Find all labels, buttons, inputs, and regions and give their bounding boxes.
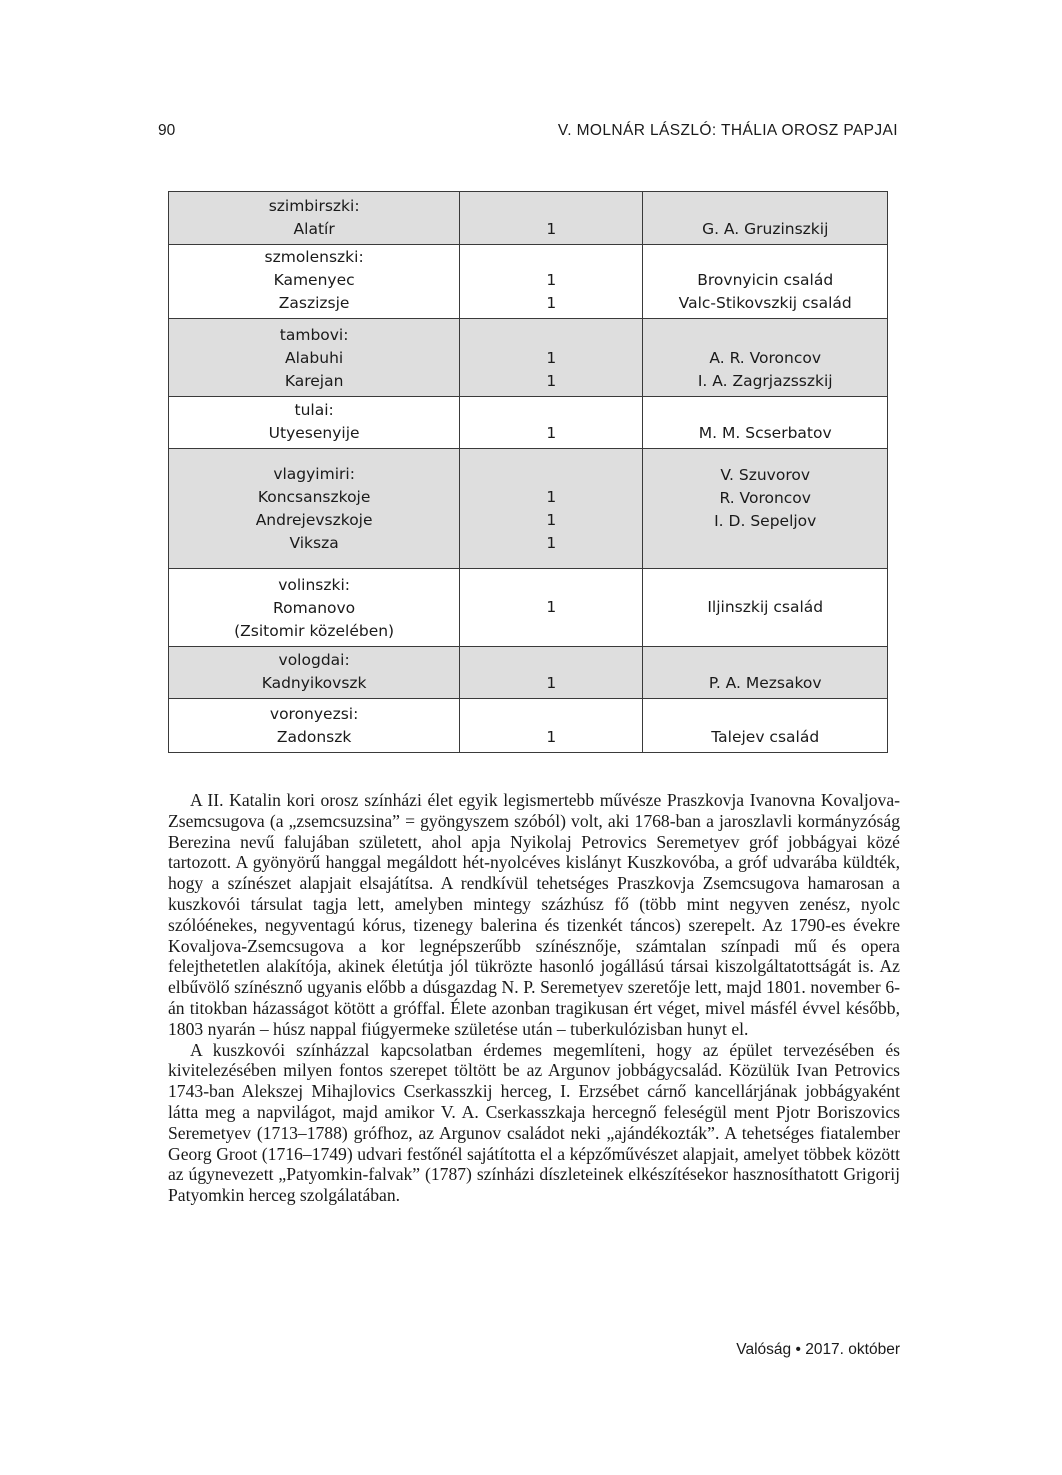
place-cell: volinszki: Romanovo (Zsitomir közelében) <box>169 569 460 647</box>
place-cell: tulai: Utyesenyije <box>169 397 460 449</box>
owner-cell: Talejev család <box>643 699 888 753</box>
place-cell: szimbirszki: Alatír <box>169 192 460 245</box>
count-cell: 1 1 <box>460 319 643 397</box>
place-cell: vlagyimiri: Koncsanszkoje Andrejevszkoje Viksza <box>169 449 460 569</box>
table-row <box>169 319 888 397</box>
table-row <box>169 569 888 647</box>
owner-cell: M. M. Scserbatov <box>643 397 888 449</box>
table-row <box>169 397 888 449</box>
count-cell: 1 <box>460 397 643 449</box>
table-row <box>169 647 888 699</box>
place-cell: tambovi: Alabuhi Karejan <box>169 319 460 397</box>
count-cell: 1 <box>460 569 643 647</box>
paragraph: A II. Katalin kori orosz színházi élet egyik legismertebb művésze Praszkovja Ivanovna Kovaljova-Zsemcsugova (a „zsemcsuzsina” = gyöngyszem szóból) volt, aki 1768-ban a jaroszlavli kormányzóság Berezina nevű falujában született, ahol apja Nyikolaj Petrovics Seremetyev gróf jobbágyai közé tartozott. A gyönyörű hanggal megáldott hét-nyolcéves kislányt Kuszkovóba, a gróf udvarába küldték, hogy a színészet alapjait elsajátítsa. A rendkívül tehetséges Praszkovja Zsemcsugova hamarosan a kuszkovói társulat tagja lett, amelyben mintegy százhúsz fő (több mint negyven zenész, nyolc szólóénekes, negyventagú kórus, tizenegy balerina és tizenkét táncos) szerepelt. Az 1790-es évekre Kovaljova-Zsemcsugova a kor legnépszerűbb színésznője, számtalan színpadi mű és opera felejthetetlen alakítója, akinek életútja jól tükrözte hasonló jogállású társai kiszolgáltatottságát is. Az elbűvölő színésznő ugyanis előbb a dúsgazdag N. P. Seremetyev szeretője lett, majd 1801. november 6-án titokban házasságot kötött a gróffal. Élete azonban tragikusan ért véget, mivel másfél évvel később, 1803 nyarán – húsz nappal fiúgyermeke születése után – tuberkulózisban hunyt el. <box>168 790 900 1039</box>
table-row <box>169 192 888 245</box>
count-cell: 1 <box>460 699 643 753</box>
owner-cell: Brovnyicin család Valc-Stikovszkij család <box>643 245 888 319</box>
running-title: V. MOLNÁR LÁSZLÓ: THÁLIA OROSZ PAPJAI <box>557 122 898 139</box>
place-cell: vologdai: Kadnyikovszk <box>169 647 460 699</box>
page-number: 90 <box>158 122 176 139</box>
table-row <box>169 449 888 569</box>
count-cell: 1 <box>460 192 643 245</box>
estates-table <box>168 191 888 753</box>
owner-cell: A. R. Voroncov I. A. Zagrjazsszkij <box>643 319 888 397</box>
paragraph: A kuszkovói színházzal kapcsolatban érdemes megemlíteni, hogy az épület tervezésében és kivitelezésében milyen fontos szerepet töltött be az Argunov jobbágycsalád. Közülük Ivan Petrovics 1743-ban Alekszej Mihajlovics Cserkasszkij herceg, I. Erzsébet cárnő kancellárjának jobbágyaként látta meg a napvilágot, majd amikor V. A. Cserkasszkaja hercegnő feleségül ment Pjotr Boriszovics Seremetyev (1713–1788) grófhoz, az Argunov családot neki „ajándékozták”. A tehetséges fiatalember Georg Groot (1716–1749) udvari festőnél sajátította el a képzőművészet alapjait, amelyet többek között az úgynevezett „Patyomkin-falvak” (1787) színházi díszleteinek elkészítésekor hasznosíthatott Grigorij Patyomkin herceg szolgálatában. <box>168 1039 900 1206</box>
owner-cell: Iljinszkij család <box>643 569 888 647</box>
count-cell: 1 <box>460 647 643 699</box>
article-body <box>168 790 900 1206</box>
owner-cell: G. A. Gruzinszkij <box>643 192 888 245</box>
owner-cell: V. Szuvorov R. Voroncov I. D. Sepeljov <box>643 449 888 569</box>
count-cell: 1 1 <box>460 245 643 319</box>
table-row <box>169 245 888 319</box>
table-row <box>169 699 888 753</box>
page-footer: Valóság • 2017. október <box>736 1341 900 1358</box>
owner-cell: P. A. Mezsakov <box>643 647 888 699</box>
page-header <box>158 122 898 144</box>
count-cell: 1 1 1 <box>460 449 643 569</box>
place-cell: voronyezsi: Zadonszk <box>169 699 460 753</box>
place-cell: szmolenszki: Kamenyec Zaszizsje <box>169 245 460 319</box>
